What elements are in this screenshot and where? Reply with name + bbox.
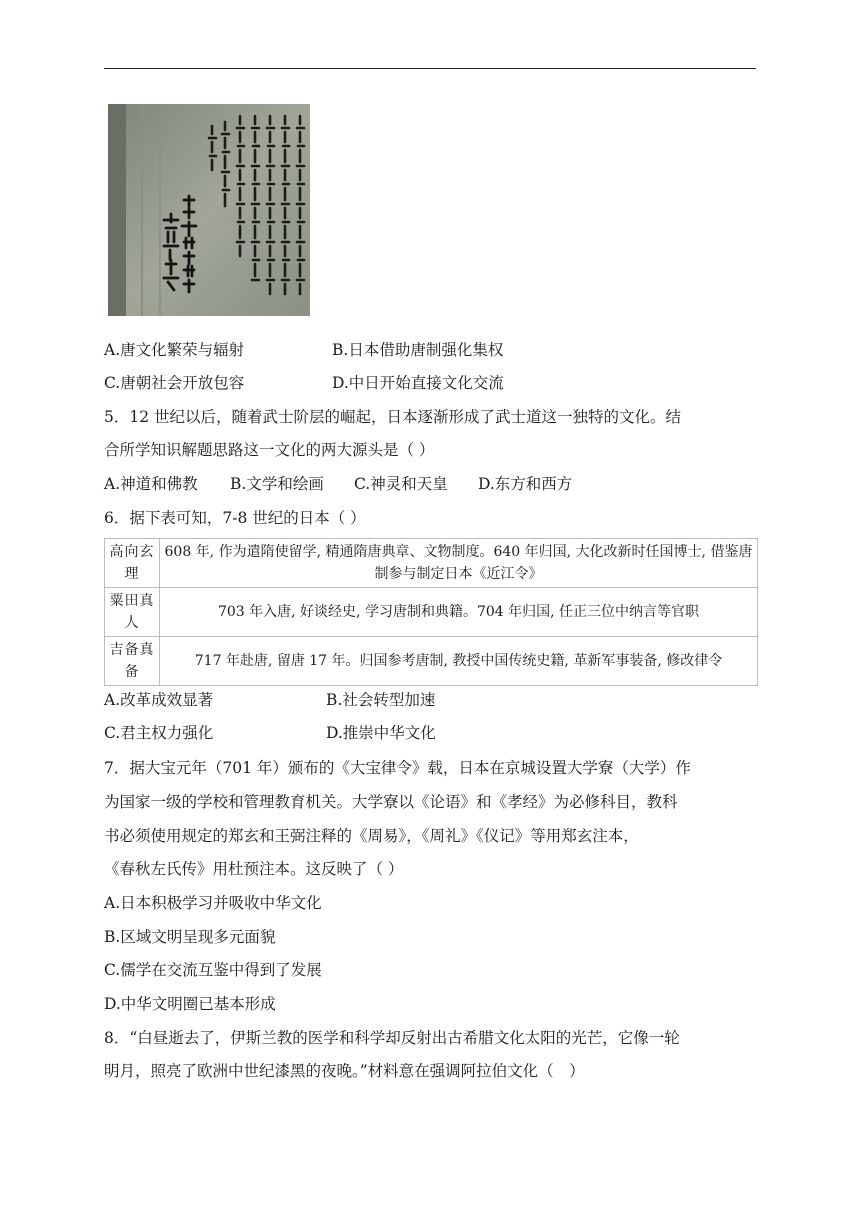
header-rule xyxy=(104,68,756,69)
q7-option-d[interactable]: D.中华文明圈已基本形成 xyxy=(104,995,276,1013)
q6-table xyxy=(104,538,758,686)
person-name: 高向玄理 xyxy=(105,539,160,588)
q6-option-d[interactable]: D.推崇中华文化 xyxy=(326,724,436,742)
q4-option-b[interactable]: B.日本借助唐制强化集权 xyxy=(332,341,504,359)
q6-option-b[interactable]: B.社会转型加速 xyxy=(326,691,436,709)
person-description: 703 年入唐, 好谈经史, 学习唐制和典籍。704 年归国, 任正三位中纳言等官职 xyxy=(160,588,758,637)
table-row xyxy=(105,637,758,686)
q7-stem-line-4: 《春秋左氏传》用杜预注本。这反映了（ ） xyxy=(104,860,404,878)
q5-option-b[interactable]: B.文学和绘画 xyxy=(230,475,324,493)
q8-stem-line-1: 8．“白昼逝去了，伊斯兰教的医学和科学却反射出古希腊文化太阳的光芒，它像一轮 xyxy=(104,1029,680,1047)
q6-stem: 6．据下表可知，7-8 世纪的日本（ ） xyxy=(104,509,366,527)
q7-stem-line-1: 7．据大宝元年（701 年）颁布的《大宝律令》载，日本在京城设置大学寮（大学）作 xyxy=(104,759,691,777)
document-photo xyxy=(108,104,310,320)
q5-option-c[interactable]: C.神灵和天皇 xyxy=(354,475,448,493)
table-row xyxy=(105,588,758,637)
q6-option-c[interactable]: C.君主权力强化 xyxy=(104,724,214,742)
person-name: 吉备真备 xyxy=(105,637,160,686)
person-description: 608 年, 作为遣隋使留学, 精通隋唐典章、文物制度。640 年归国, 大化改新时任国博士, 借鉴唐制参与制定日本《近江令》 xyxy=(160,539,758,588)
q4-option-a[interactable]: A.唐文化繁荣与辐射 xyxy=(104,341,245,359)
q6-option-a[interactable]: A.改革成效显著 xyxy=(104,691,214,709)
q5-stem-line-1: 5．12 世纪以后，随着武士阶层的崛起，日本逐渐形成了武士道这一独特的文化。结 xyxy=(104,408,682,426)
q7-option-a[interactable]: A.日本积极学习并吸收中华文化 xyxy=(104,894,322,912)
q4-option-c[interactable]: C.唐朝社会开放包容 xyxy=(104,374,245,392)
q5-option-d[interactable]: D.东方和西方 xyxy=(478,475,573,493)
q4-option-d[interactable]: D.中日开始直接文化交流 xyxy=(332,374,504,392)
person-description: 717 年赴唐, 留唐 17 年。归国参考唐制, 教授中国传统史籍, 革新军事装备, 修改律令 xyxy=(160,637,758,686)
q7-stem-line-2: 为国家一级的学校和管理教育机关。大学寮以《论语》和《孝经》为必修科目，教科 xyxy=(104,793,678,811)
q7-option-c[interactable]: C.儒学在交流互鉴中得到了发展 xyxy=(104,961,322,979)
person-name: 粟田真人 xyxy=(105,588,160,637)
q7-option-b[interactable]: B.区域文明呈现多元面貌 xyxy=(104,928,276,946)
table-row xyxy=(105,539,758,588)
q7-stem-line-3: 书必须使用规定的郑玄和王弼注释的《周易》，《周礼》《仪记》等用郑玄注本， xyxy=(104,827,639,845)
q5-option-a[interactable]: A.神道和佛教 xyxy=(104,475,198,493)
q5-stem-line-2: 合所学知识解题思路这一文化的两大源头是（ ） xyxy=(104,441,435,459)
q8-stem-line-2: 明月，照亮了欧洲中世纪漆黑的夜晚。”材料意在强调阿拉伯文化（ ） xyxy=(104,1062,585,1080)
